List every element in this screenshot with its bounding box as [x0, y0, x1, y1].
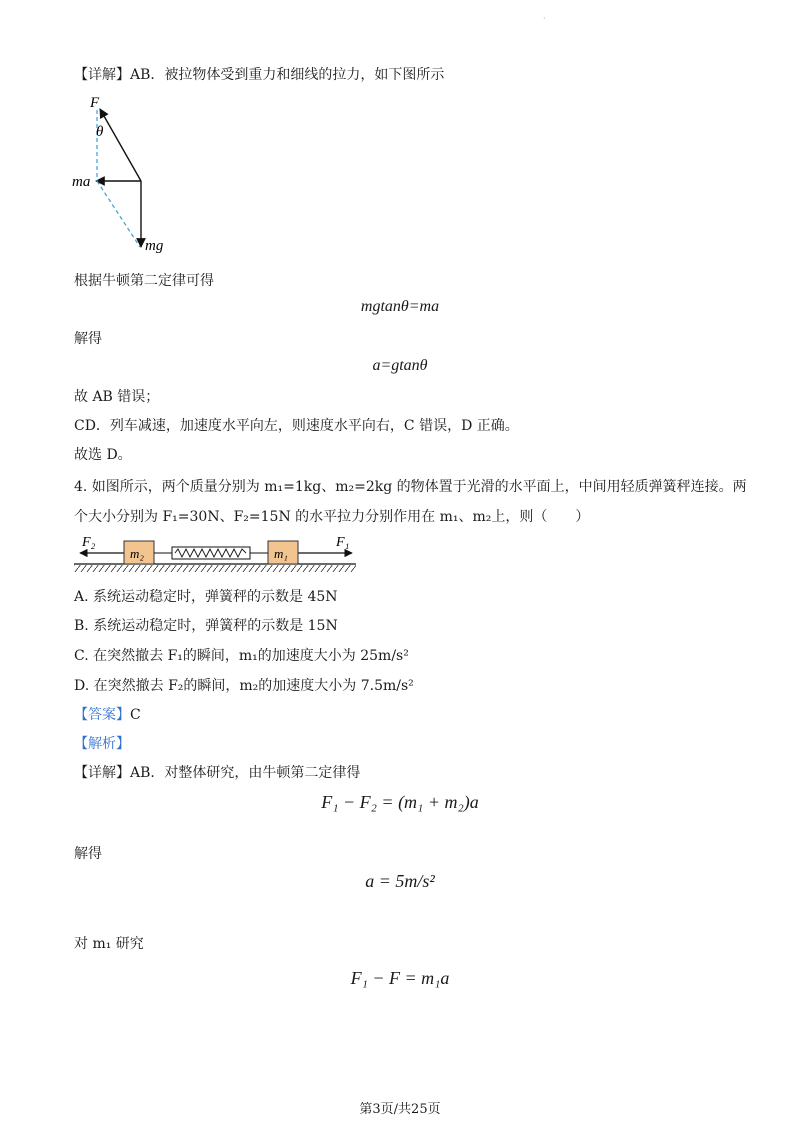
conclusion-cd: CD．列车减速，加速度水平向左，则速度水平向右，C 错误，D 正确。: [74, 418, 519, 434]
label-F1: F₁: [336, 535, 350, 550]
answer-line: [74, 704, 141, 724]
equation-3: F₁ − F₂ = (m₁ + m₂)a: [321, 792, 479, 812]
label-theta: θ: [96, 124, 104, 140]
analysis-tag: 【解析】: [74, 736, 130, 752]
option-a: A. 系统运动稳定时，弹簧秤的示数是 45N: [74, 589, 338, 605]
ground-hatch: [74, 565, 356, 572]
conclusion-ab: 故 AB 错误；: [74, 389, 160, 405]
question-4-line-1: 4. 如图所示，两个质量分别为 m₁=1kg、m₂=2kg 的物体置于光滑的水平面上，中间用轻质弹簧秤连接。两: [74, 479, 747, 495]
label-F2: F₂: [82, 535, 96, 550]
option-d: D. 在突然撤去 F₂的瞬间，m₂的加速度大小为 7.5m/s²: [74, 678, 414, 694]
spring-system-diagram: [72, 528, 362, 576]
header-dot: ·: [543, 14, 546, 23]
force-diagram: [70, 92, 180, 257]
explanation-line-2: 【详解】AB．对整体研究，由牛顿第二定律得: [74, 765, 361, 781]
tension-arrow: [100, 109, 141, 181]
equation-1: mgtanθ=ma: [360, 298, 440, 315]
answer-value: C: [130, 707, 141, 723]
explanation-line-1: 【详解】AB．被拉物体受到重力和细线的拉力，如下图所示: [74, 67, 445, 83]
label-m2: m₂: [130, 546, 144, 561]
label-mg: mg: [145, 238, 164, 254]
equation-4: a = 5m/s²: [365, 871, 435, 891]
page-number: 第3页/共25页: [359, 1102, 441, 1117]
equation-5: F₁ − F = m₁a: [350, 968, 450, 988]
solve-line-1: 解得: [74, 331, 102, 347]
label-F: F: [90, 95, 100, 111]
label-ma: ma: [72, 174, 91, 190]
choice-line: 故选 D。: [74, 447, 132, 463]
label-m1: m₁: [274, 546, 288, 561]
study-m1-line: 对 m₁ 研究: [74, 936, 144, 952]
solve-line-2: 解得: [74, 846, 102, 862]
dashed-diagonal: [97, 181, 140, 247]
question-4-line-2: 个大小分别为 F₁=30N、F₂=15N 的水平拉力分别作用在 m₁、m₂上，则（ ）: [74, 509, 590, 525]
equation-2: a=gtanθ: [372, 357, 428, 374]
option-c: C. 在突然撤去 F₁的瞬间，m₁的加速度大小为 25m/s²: [74, 648, 409, 664]
option-b: B. 系统运动稳定时，弹簧秤的示数是 15N: [74, 618, 338, 634]
newton-law-line: 根据牛顿第二定律可得: [74, 273, 214, 289]
answer-tag: 【答案】: [74, 707, 130, 723]
